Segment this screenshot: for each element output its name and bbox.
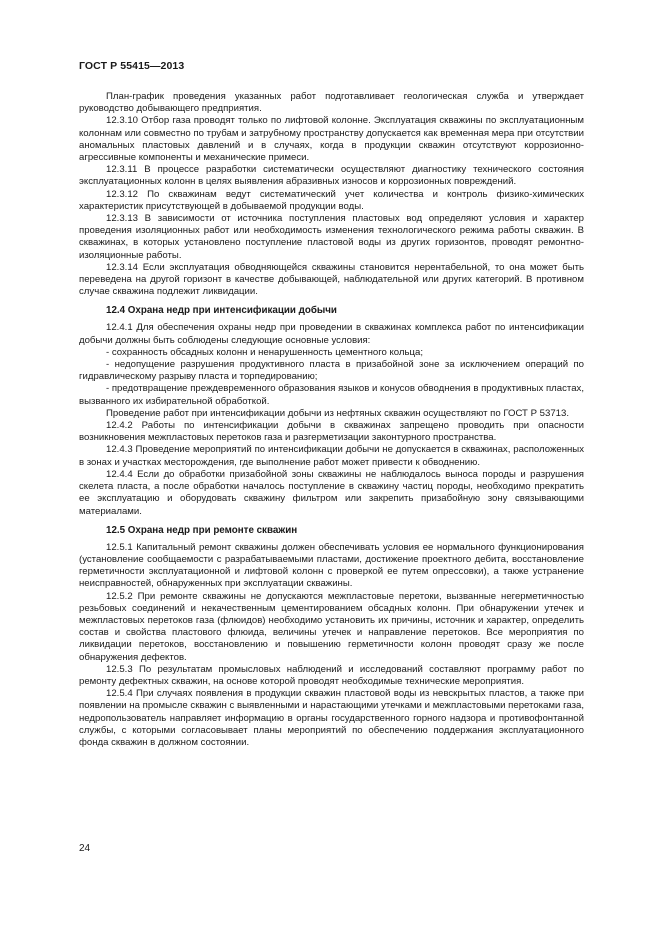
clause-12-5-1: 12.5.1 Капитальный ремонт скважины должен обеспечивать условия ее нормального функционирования (установление сообщаемости с разрабатываемыми пластами, достижение проектного дебита, восстановление герметичности эксплуатационной и лифтовой колонн с проверкой ее путем опрессовки), а также устранение неисправностей, обнаруженных при эксплуатации скважины. [79,541,584,590]
section-heading-12-5: 12.5 Охрана недр при ремонте скважин [106,524,298,536]
clause-12-3-11: 12.3.11 В процессе разработки систематически осуществляют диагностику технического состояния эксплуатационных колонн в целях выявления абразивных износов и коррозионных повреждений. [79,164,584,188]
clause-12-3-13: 12.3.13 В зависимости от источника поступления пластовых вод определяют условия и характер проведения изоляционных работ или необходимость изменения технологического режима работы скважин. В скважинах, в которых установлено поступление пластовой воды из других горизонтов, проводят ремонтно-изоляционные работы. [79,213,584,261]
clause-12-5-2: 12.5.2 При ремонте скважины не допускаются межпластовые перетоки, вызванные негерметичностью резьбовых соединений и некачественным цементированием обсадных колонн. При обнаружении утечек и межпластовых перетоков газа (флюидов) необходимо установить их причины, источник и характер, определить состав и свойства пластового флюида, величины утечек и направление перетоков. Все мероприятия по ликвидации перетоков, восстановлению и повышению герметичности колонн проводят сразу же после обнаружения дефектов. [79,590,584,663]
list-item: - предотвращение преждевременного образования языков и конусов обводнения в продуктивных пластах, вызванного их избирательной обработкой. [79,383,584,407]
clause-12-3-12: 12.3.12 По скважинам ведут систематический учет количества и контроль физико-химических характеристик присутствующей в добываемой продукции воды. [79,188,584,212]
clause-12-4-1: 12.4.1 Для обеспечения охраны недр при проведении в скважинах комплекса работ по интенсификации добычи должны быть соблюдены следующие основные условия: [79,322,584,346]
page-number: 24 [79,843,91,854]
document-header: ГОСТ Р 55415—2013 [79,60,185,72]
clause-12-4-4: 12.4.4 Если до обработки призабойной зоны скважины не наблюдалось выноса породы и разрушения скелета пласта, а после обработки началось поступление в скважину частиц породы, необходимо прекратить ее эксплуатацию и оборудовать скважину фильтром или закрепить призабойную зону связывающими материалами. [79,468,584,517]
list-item: - недопущение разрушения продуктивного пласта в призабойной зоне за исключением операций по гидравлическому разрыву пласта и торпедированию; [79,359,584,383]
clause-12-3-14: 12.3.14 Если эксплуатация обводняющейся скважины становится нерентабельной, то она может быть переведена на другой горизонт в качестве добывающей, наблюдательной или других категорий. В противном случае скважина подлежит ликвидации. [79,261,584,298]
clause-12-4-3: 12.4.3 Проведение мероприятий по интенсификации добычи не допускается в скважинах, расположенных в зонах и участках месторождения, где выполнение работ может привести к обводнению. [79,444,584,468]
clause-12-4-2: 12.4.2 Работы по интенсификации добычи в скважинах запрещено проводить при опасности возникновения межпластовых перетоков газа и разгерметизации законтурного пространства. [79,420,584,444]
clause-12-3-10: 12.3.10 Отбор газа проводят только по лифтовой колонне. Эксплуатация скважины по эксплуатационным колоннам или совместно по трубам и затрубному пространству допускается как временная мера при отсутствии аномальных пластовых давлений и в случаях, когда в продукции скважин отсутствуют коррозионно-агрессивные компоненты и механические примеси. [79,115,584,164]
clause-12-5-4: 12.5.4 При случаях появления в продукции скважин пластовой воды из невскрытых пластов, а также при появлении на промысле скважин с выявленными и нарастающими утечками и межпластовыми перетоками газа, недропользователь направляет информацию в органы государственного горного надзора и противофонтанной службы, с которыми согласовывает планы мероприятий по обеспечению поддержания эксплуатационного фонда скважин в должном состоянии. [79,688,584,748]
section-heading-12-4: 12.4 Охрана недр при интенсификации добычи [106,305,337,317]
list-item: - сохранность обсадных колонн и ненарушенность цементного кольца; [106,346,424,358]
paragraph: План-график проведения указанных работ подготавливает геологическая служба и утверждает руководство добывающего предприятия. [79,91,584,115]
document-body [79,91,584,749]
paragraph: Проведение работ при интенсификации добычи из нефтяных скважин осуществляют по ГОСТ Р 53713. [106,407,569,419]
clause-12-5-3: 12.5.3 По результатам промысловых наблюдений и исследований составляют программу работ по ремонту дефектных скважин, на основе которой проводят необходимые технические мероприятия. [79,663,584,687]
